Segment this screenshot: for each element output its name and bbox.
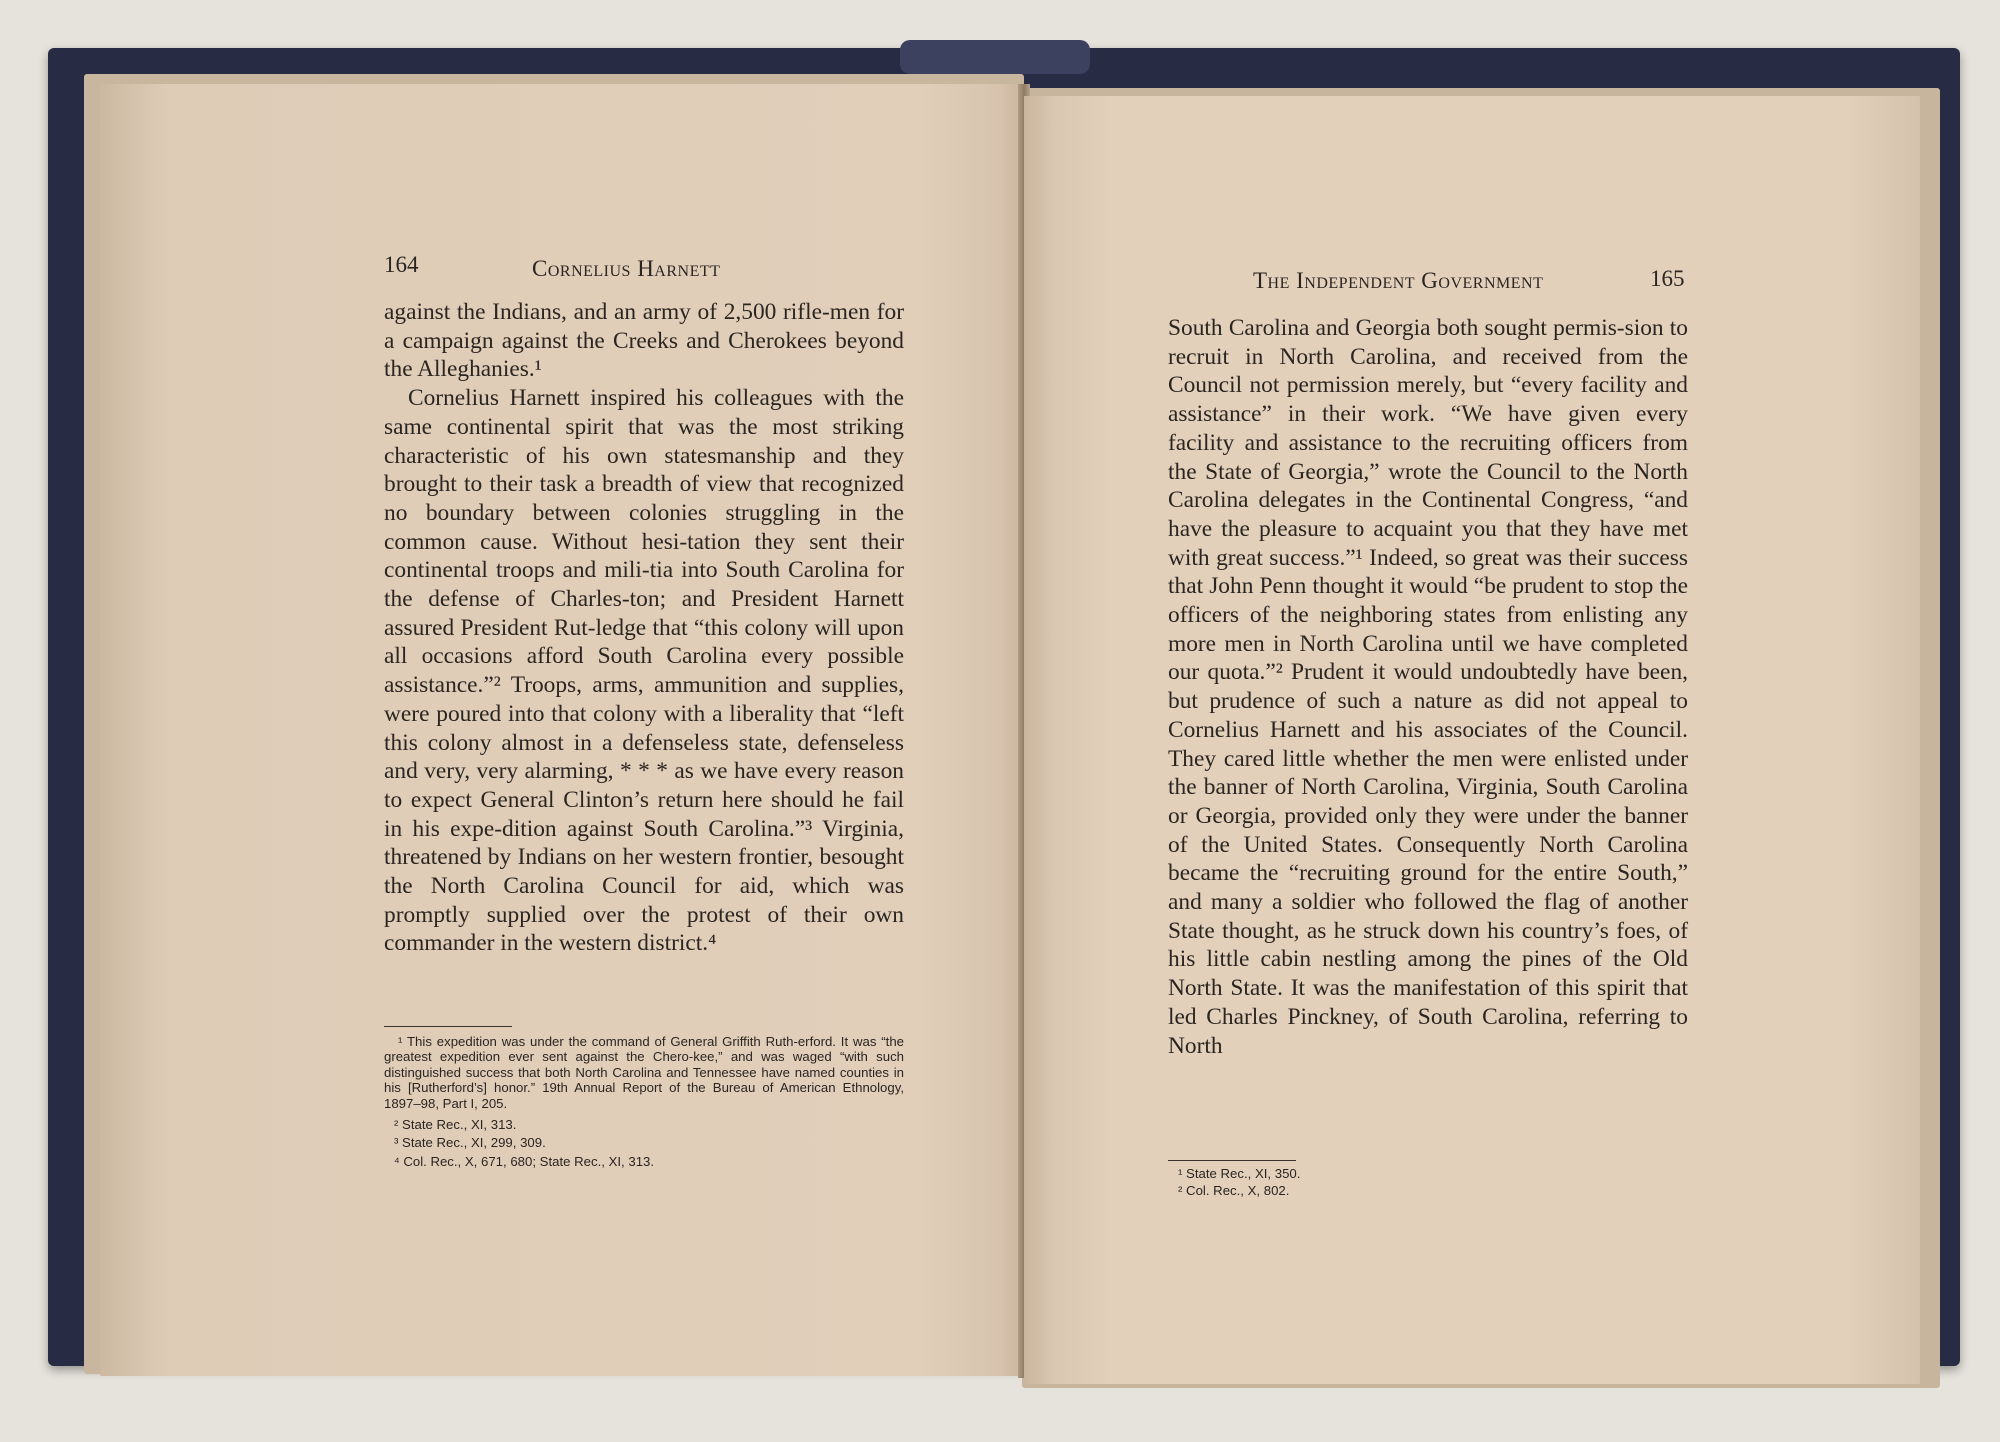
right-footnotes [1168, 1166, 1688, 1199]
left-footnote-1: ¹ This expedition was under the command of General Griffith Ruth-erford. It was “the greatest expedition ever sent against the Chero-kee,” and was waged “with such distinguished success that both North Carolina and Tennessee have named counties in his [Rutherford’s] honor.” 19th Annual Report of the Bureau of American Ethnology, 1897–98, Part I, 205. [384, 1034, 904, 1111]
right-footnote-2: ² Col. Rec., X, 802. [1178, 1183, 1290, 1199]
left-page-number: 164 [384, 252, 419, 277]
right-body-text [1168, 314, 1688, 1060]
right-footnote-1: ¹ State Rec., XI, 350. [1178, 1166, 1301, 1181]
left-footnote-3: ³ State Rec., XI, 299, 309. [394, 1135, 546, 1151]
left-footnote-2: ² State Rec., XI, 313. [394, 1117, 517, 1133]
left-body-text [384, 298, 904, 958]
right-footnote-rule [1168, 1160, 1296, 1161]
left-footnote-rule [384, 1026, 512, 1027]
left-paragraph-2: Cornelius Harnett inspired his colleagues with the same continental spirit that was the most striking characteristic of his own statesmanship and they brought to their task a breadth of view that recognized no boundary between colonies struggling in the common cause. Without hesi-tation they sent their continental troops and mili-tia into South Carolina for the defense of Charles-ton; and President Harnett assured President Rut-ledge that “this colony will upon all occasions afford South Carolina every possible assistance.”² Troops, arms, ammunition and supplies, were poured into that colony with a liberality that “left this colony almost in a defenseless state, defenseless and very, very alarming, * * * as we have every reason to expect General Clinton’s return here should he fail in his expe-dition against South Carolina.”³ Virginia, threatened by Indians on her western frontier, besought the North Carolina Council for aid, which was promptly supplied over the protest of their own commander in the western district.⁴ [384, 385, 904, 957]
left-paragraph-1: against the Indians, and an army of 2,500 rifle-men for a campaign against the Creeks and Cherokees beyond the Alleghanies.¹ [384, 299, 904, 383]
right-page-number: 165 [1650, 266, 1685, 291]
left-footnotes [384, 1034, 904, 1169]
left-footnote-4: ⁴ Col. Rec., X, 671, 680; State Rec., XI, 313. [394, 1153, 655, 1169]
left-running-head: Cornelius Harnett [532, 256, 721, 281]
book-spine-headband [900, 40, 1090, 74]
left-page [100, 84, 1028, 1376]
right-page [1024, 96, 1920, 1384]
right-running-head: The Independent Government [1253, 268, 1544, 293]
right-paragraph-1: South Carolina and Georgia both sought permis-sion to recruit in North Carolina, and received from the Council not permission merely, but “every facility and assistance” in their work. “We have given every facility and assistance to the recruiting officers from the State of Georgia,” wrote the Council to the North Carolina delegates in the Continental Congress, “and have the pleasure to acquaint you that they have met with great success.”¹ Indeed, so great was their success that John Penn thought it would “be prudent to stop the officers of the neighboring states from enlisting any more men in North Carolina until we have completed our quota.”² Prudent it would undoubtedly have been, but prudence of such a nature as did not appeal to Cornelius Harnett and his associates of the Council. They cared little whether the men were enlisted under the banner of North Carolina, Virginia, South Carolina or Georgia, provided only they were under the banner of the United States. Consequently North Carolina became the “recruiting ground for the entire South,” and many a soldier who followed the flag of another State thought, as he struck down his country’s foes, of his little cabin nestling among the pines of the Old North State. It was the manifestation of this spirit that led Charles Pinckney, of South Carolina, referring to North [1168, 315, 1688, 1059]
